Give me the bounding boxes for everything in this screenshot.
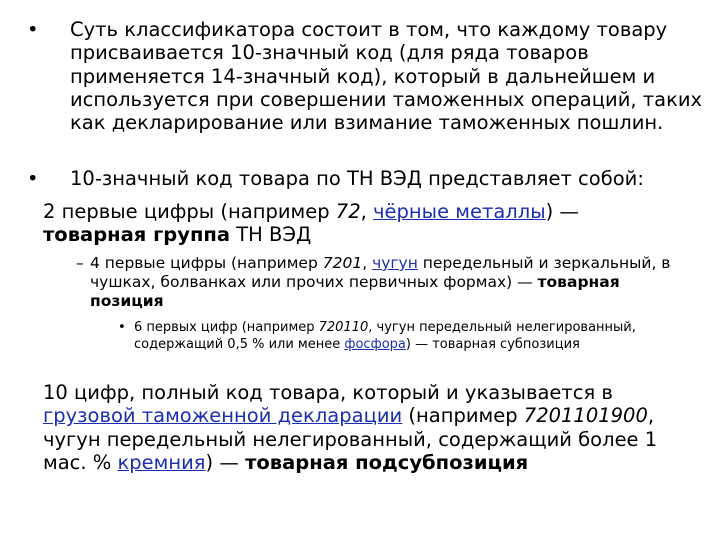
bullet-marker: •	[27, 167, 39, 190]
text: 10 цифр, полный код товара, который и указывается в	[43, 381, 613, 404]
subitem-six-digits	[118, 320, 638, 353]
text: ,	[360, 200, 374, 223]
text: , чугун передельный нелегированный, содержащий 0,5 % или менее	[134, 320, 636, 352]
bullet-marker: •	[118, 320, 126, 335]
text: ) —	[205, 450, 246, 474]
text: 4 первые цифры (например	[90, 254, 323, 272]
text: 2 первые цифры (например	[43, 200, 336, 223]
term-product-subsubheading: товарная подсубпозиция	[245, 450, 529, 474]
term-product-subheading: товарная субпозиция	[432, 336, 580, 352]
bullet-classifier-essence	[27, 18, 703, 134]
paragraph-ten-digits	[43, 381, 691, 474]
text: , чугун передельный нелегированный, содержащий более 1 мас. %	[43, 404, 658, 474]
example-code: 7201101900	[523, 404, 648, 428]
text: 6 первых цифр (например	[134, 320, 319, 335]
bullet-text: 10-значный код товара по ТН ВЭД представляет собой:	[70, 167, 644, 190]
paragraph-two-digits	[43, 200, 683, 247]
link-phosphorus[interactable]: фосфора	[344, 336, 406, 352]
bullet-marker: •	[27, 18, 39, 41]
text: ) —	[405, 336, 433, 352]
link-ferrous-metals[interactable]: чёрные металлы	[373, 200, 546, 223]
bullet-code-structure	[27, 167, 703, 190]
subitem-four-digits	[76, 254, 676, 312]
link-silicon[interactable]: кремния	[117, 450, 206, 474]
term-product-group: товарная группа	[43, 223, 231, 247]
text: передельный и зеркальный, в чушках, болванках или прочих первичных формах) —	[90, 254, 671, 292]
text: ) —	[545, 200, 579, 223]
link-cargo-customs-declaration[interactable]: грузовой таможенной декларации	[43, 404, 403, 428]
text: (например	[402, 404, 524, 428]
text: ТН ВЭД	[230, 223, 312, 247]
example-code: 7201	[322, 254, 363, 272]
example-code: 72	[335, 200, 361, 223]
example-code: 720110	[318, 320, 369, 335]
link-cast-iron[interactable]: чугун	[372, 254, 418, 272]
text: ,	[362, 254, 373, 272]
bullet-text: Суть классификатора состоит в том, что каждому товару присваивается 10-значный код (для ряда товаров применяется 14-значный код), который в дальнейшем и используется при совершении таможенных операций, таких как декларирование или взимание таможенных пошлин.	[70, 18, 703, 135]
term-product-heading: товарная позиция	[90, 273, 620, 311]
dash-marker: –	[76, 254, 84, 272]
